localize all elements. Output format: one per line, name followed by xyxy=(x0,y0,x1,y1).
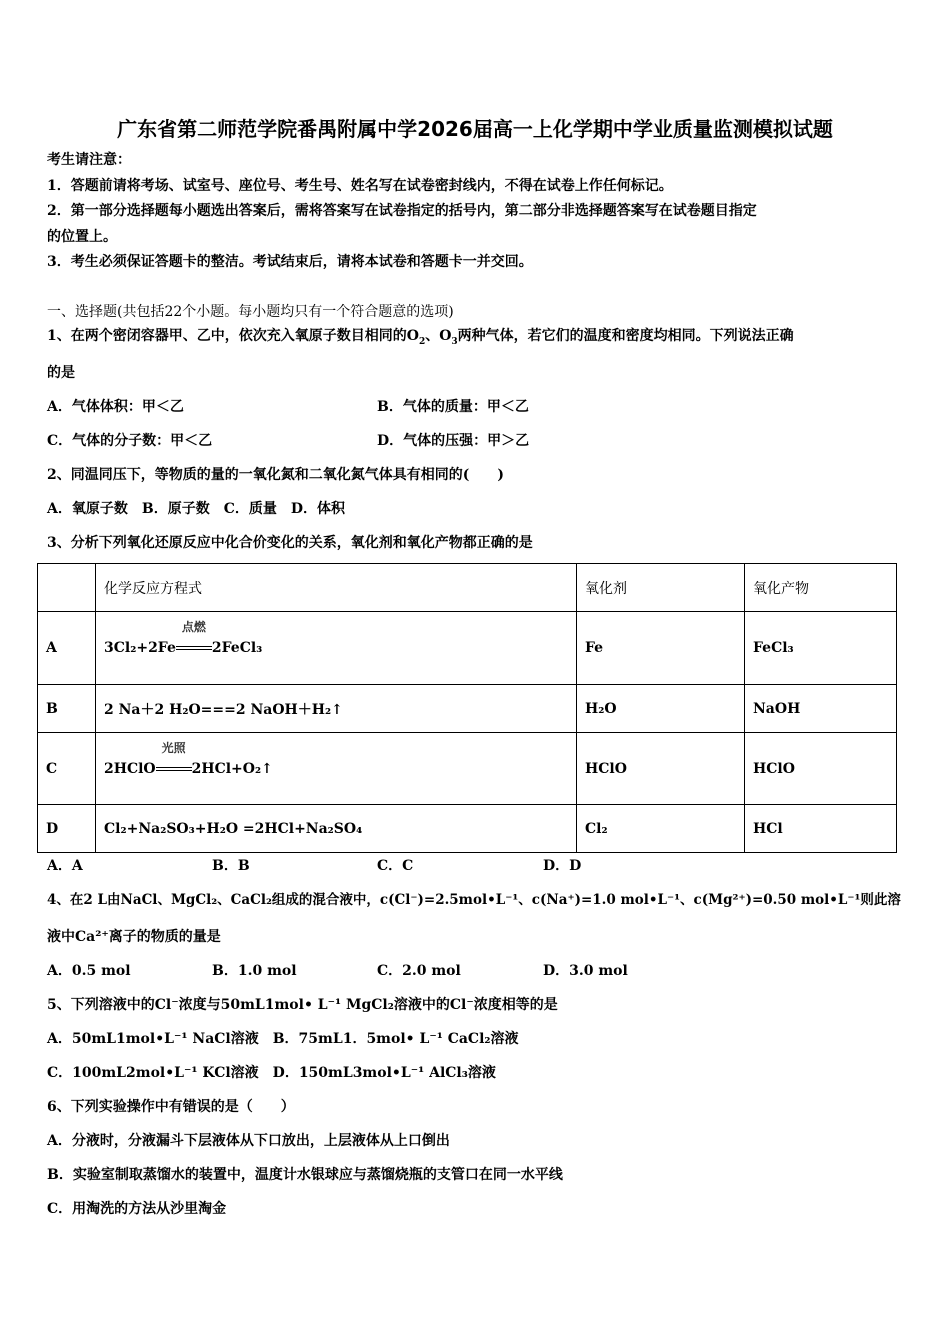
notice-heading: 考生请注意： xyxy=(47,152,131,168)
row-label: A xyxy=(38,612,96,685)
q3-stem: 3、分析下列氧化还原反应中化合价变化的关系，氧化剂和氧化产物都正确的是 xyxy=(47,535,533,551)
section-heading: 一、选择题(共包括22个小题。每小题均只有一个符合题意的选项) xyxy=(47,304,454,320)
row-equation: Cl₂+Na₂SO₃+H₂O =2HCl+Na₂SO₄ xyxy=(96,805,577,853)
table-row xyxy=(38,612,897,685)
q4-option-c: C．2.0 mol xyxy=(377,963,461,979)
table-header-cell: 氧化剂 xyxy=(577,564,745,612)
q3-option-c: C．C xyxy=(377,858,414,874)
q6-option-a: A．分液时，分液漏斗下层液体从下口放出，上层液体从上口倒出 xyxy=(47,1133,450,1149)
q2-options: A．氧原子数 B．原子数 C．质量 D．体积 xyxy=(47,501,345,517)
reaction-condition: 点燃 xyxy=(181,620,206,634)
table-header-row xyxy=(38,564,897,612)
row-oxidant: Fe xyxy=(577,612,745,685)
q1-stem: 1、在两个密闭容器甲、乙中，依次充入氧原子数目相同的$O_2$、$O_3$两种气体，若它们的温度和密度均相同。下列说法正确 xyxy=(47,328,794,347)
row-label: D xyxy=(38,805,96,853)
row-product: NaOH xyxy=(745,685,897,733)
page-title: 广东省第二师范学院番禺附属中学2026届高一上化学期中学业质量监测模拟试题 xyxy=(117,117,833,141)
q4-option-a: A．0.5 mol xyxy=(47,963,131,979)
q4-stem-cont: 液中Ca²⁺离子的物质的量是 xyxy=(47,929,221,945)
q1-option-a: A．气体体积：甲＜乙 xyxy=(47,399,184,415)
q6-option-c: C．用淘洗的方法从沙里淘金 xyxy=(47,1201,227,1217)
q5-stem: 5、下列溶液中的Cl⁻浓度与50mL1mol• L⁻¹ MgCl₂溶液中的Cl⁻浓度相等的是 xyxy=(47,997,558,1013)
q3-option-d: D．D xyxy=(543,858,582,874)
table-row xyxy=(38,733,897,805)
q5-options-cd: C．100mL2mol•L⁻¹ KCl溶液 D．150mL3mol•L⁻¹ AlCl₃溶液 xyxy=(47,1065,496,1081)
q5-options-ab: A．50mL1mol•L⁻¹ NaCl溶液 B．75mL1．5mol• L⁻¹ CaCl₂溶液 xyxy=(47,1031,519,1047)
q2-stem: 2、同温同压下，等物质的量的一氧化氮和二氧化氮气体具有相同的( ) xyxy=(47,467,504,483)
q1-option-c: C．气体的分子数：甲＜乙 xyxy=(47,433,213,449)
row-product: FeCl₃ xyxy=(745,612,897,685)
reaction-condition: 光照 xyxy=(161,740,186,755)
row-product: HClO xyxy=(745,733,897,805)
q1-option-d: D．气体的压强：甲＞乙 xyxy=(377,433,530,449)
q4-stem: 4、在2 L由NaCl、MgCl₂、CaCl₂组成的混合液中，c(Cl⁻)=2.5mol•L⁻¹、c(Na⁺)=1.0 mol•L⁻¹、c(Mg²⁺)=0.50 mol•L⁻¹则此溶 xyxy=(47,892,901,908)
q1-option-b: B．气体的质量：甲＜乙 xyxy=(377,399,529,415)
table-header-cell: 化学反应方程式 xyxy=(96,564,577,612)
row-equation: 2 Na＋2 H₂O===2 NaOH＋H₂↑ xyxy=(96,685,577,733)
row-label: C xyxy=(38,733,96,805)
notice-item-2: 2．第一部分选择题每小题选出答案后，需将答案写在试卷指定的括号内，第二部分非选择题答案写在试卷题目指定 xyxy=(47,203,757,219)
q3-option-b: B．B xyxy=(212,858,250,874)
q6-stem: 6、下列实验操作中有错误的是（ ） xyxy=(47,1099,295,1115)
table-header-cell: 氧化产物 xyxy=(745,564,897,612)
q6-option-b: B．实验室制取蒸馏水的装置中，温度计水银球应与蒸馏烧瓶的支管口在同一水平线 xyxy=(47,1167,563,1183)
table-row xyxy=(38,805,897,853)
notice-item-2-cont: 的位置上。 xyxy=(47,229,117,245)
q4-option-b: B．1.0 mol xyxy=(212,963,297,979)
row-label: B xyxy=(38,685,96,733)
row-product: HCl xyxy=(745,805,897,853)
q4-option-d: D．3.0 mol xyxy=(543,963,628,979)
table-row xyxy=(38,685,897,733)
row-equation: 2HClO 光照 2HCl+O₂↑ xyxy=(96,733,577,805)
q3-table xyxy=(37,563,897,853)
q3-option-a: A．A xyxy=(47,858,83,874)
q1-stem-cont: 的是 xyxy=(47,365,75,381)
table-header-cell xyxy=(38,564,96,612)
notice-item-3: 3．考生必须保证答题卡的整洁。考试结束后，请将本试卷和答题卡一并交回。 xyxy=(47,254,533,270)
row-oxidant: HClO xyxy=(577,733,745,805)
row-equation: 3Cl₂+2Fe 点燃 2FeCl₃ xyxy=(96,612,577,685)
row-oxidant: H₂O xyxy=(577,685,745,733)
row-oxidant: Cl₂ xyxy=(577,805,745,853)
notice-item-1: 1．答题前请将考场、试室号、座位号、考生号、姓名写在试卷密封线内，不得在试卷上作任何标记。 xyxy=(47,178,673,194)
